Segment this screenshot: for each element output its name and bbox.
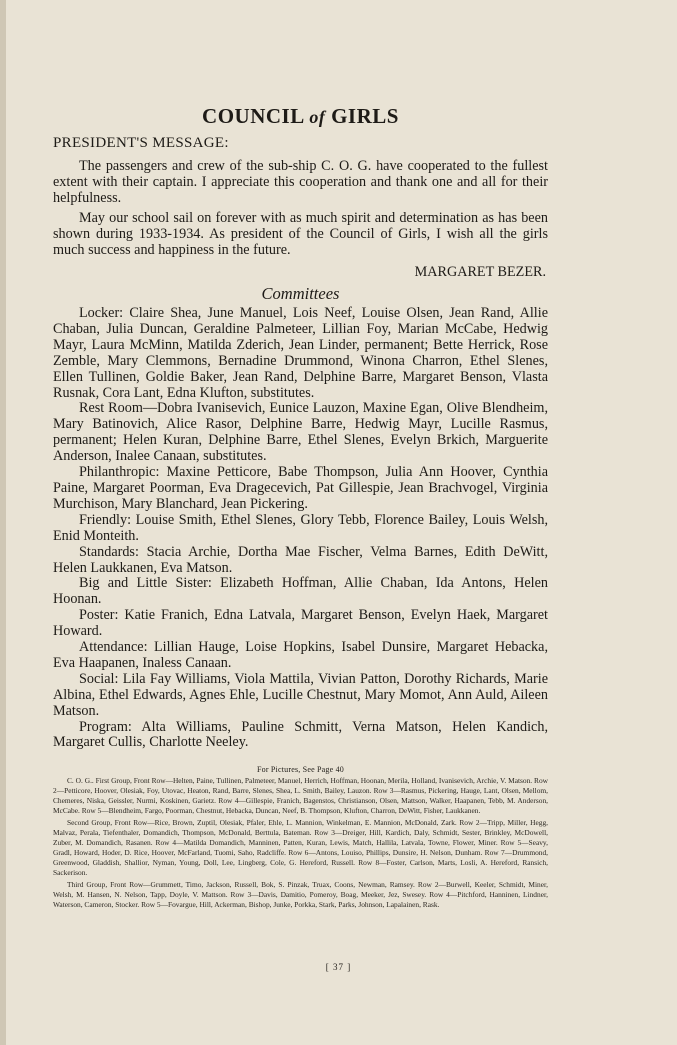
committee-locker: Locker: Claire Shea, June Manuel, Lois Neef, Louise Olsen, Jean Rand, Allie Chaban, Julia Duncan, Geraldine Palmeteer, Lillian Foy, Marian McCabe, Hedwig Mayr, Laura McMinn, Matilda Zderich, Jean Linder, permanent; Bette Herrick, Rose Zemble, Mary Clemmons, Bernadine Drummond, Winona Charron, Ethel Slenes, Ellen Tullinen, Goldie Baker, Jean Rand, Delphine Barre, Margaret Benson, Vlasta Rusnak, Cora Lant, Edna Klufton, substitutes. (53, 305, 548, 401)
committees-heading: Committees (261, 284, 340, 303)
caption-third-group: Third Group, Front Row—Grummett, Timo, Jackson, Russell, Bok, S. Pinzak, Truax, Coons, Newman, Ramsey. Row 2—Burwell, Keeler, Schmidt, Miner, Welsh, M. Hansen, N. Nelson, Tapp, Doyle, V. Mattson. Row 3—Davis, Damitio, Pomeroy, Boag, Meeker, Jez, Swesey. Row 4—Pitchford, Hanninen, Lindner, Waterson, Cameron, Stocker. Row 5—Fovargue, Hill, Ackerman, Bishop, Junke, Porkka, Stark, Parks, Johnson, Lapalainen, Rask. (53, 880, 548, 910)
committee-attendance: Attendance: Lillian Hauge, Loise Hopkins, Isabel Dunsire, Margaret Hebacka, Eva Haapanen, Inaless Canaan. (53, 639, 548, 671)
message-paragraph-1: The passengers and crew of the sub-ship C. O. G. have cooperated to the fullest extent with their captain. I appreciate this cooperation and thank one and all for their helpfulness. (53, 158, 548, 206)
message-paragraph-2: May our school sail on forever with as much spirit and determination as has been shown during 1933-1934. As president of the Council of Girls, I wish all the girls much success and happiness in the future. (53, 210, 548, 258)
committee-program: Program: Alta Williams, Pauline Schmitt, Verna Matson, Helen Kandich, Margaret Cullis, Charlotte Neeley. (53, 718, 548, 751)
presidents-message-heading: PRESIDENT'S MESSAGE: (53, 135, 229, 151)
committee-standards: Standards: Stacia Archie, Dortha Mae Fischer, Velma Barnes, Edith DeWitt, Helen Laukkanen, Eva Matson. (53, 543, 548, 576)
committee-friendly: Friendly: Louise Smith, Ethel Slenes, Glory Tebb, Florence Bailey, Louis Welsh, Enid Monteith. (53, 511, 548, 544)
pictures-reference: For Pictures, See Page 40 (257, 765, 344, 775)
committee-rest-room: Rest Room—Dobra Ivanisevich, Eunice Lauzon, Maxine Egan, Olive Blendheim, Mary Batinovich, Alice Rasor, Delphine Barre, Hedwig Mayr, Lucille Rasmus, permanent; Helen Kuran, Delphine Barre, Ethel Slenes, Evelyn Brkich, Marguerite Anderson, Inalee Canaan, substitutes. (53, 400, 548, 465)
page-number: [ 37 ] (325, 962, 352, 972)
title-part-2: GIRLS (325, 104, 399, 128)
committee-social: Social: Lila Fay Williams, Viola Mattila, Vivian Patton, Dorothy Richards, Marie Albina, Ethel Edwards, Agnes Ehle, Lucille Chestnut, Mary Momot, Ann Auld, Aileen Matson. (53, 670, 548, 719)
president-signature: MARGARET BEZER. (414, 264, 546, 280)
caption-second-group: Second Group, Front Row—Rice, Brown, Zuptil, Olesiak, Pfaler, Ehle, L. Mannion, Winkelman, E. Mannion, McDonald, Zark. Row 2—Tripp, Miller, Hegg, Malvaz, Perala, Tiefenthaler, Domandich, Thompson, McDonald, Berttula, Bateman. Row 3—Dreiger, Hill, Kardich, Daly, Schmidt, Sester, Brinkley, McDowell, Zuber, M. Domandich, Rasanen. Row 4—Matilda Domandich, Manninen, Patten, Kuran, Lewis, Match, Hallila, Latvala, Towne, Flower, Miner. Row 5—Seavy, Gradl, Howard, Hoder, D. Rice, Hoover, McFarland, Tuomi, Saho, Radcliffe. Row 6—Antons, Louiso, Phillips, Dunsire, H. Nelson, Dunham. Row 7—Drummond, Greenwood, Gladdish, Shallior, Nyman, Young, Doll, Lee, Lingberg, Cole, G. Hereford, Russell. Row 8—Foster, Carlson, Marts, Losli, A. Hereford, Ransich, Sackerison. (53, 818, 548, 878)
committee-philanthropic: Philanthropic: Maxine Petticore, Babe Thompson, Julia Ann Hoover, Cynthia Paine, Margaret Poorman, Eva Dragecevich, Pat Gillespie, Jean Brachvogel, Virginia Murchison, Mary Blanchard, Jean Pickering. (53, 464, 548, 512)
page-binding-edge (0, 0, 6, 1045)
committee-poster: Poster: Katie Franich, Edna Latvala, Margaret Benson, Evelyn Haek, Margaret Howard. (53, 607, 548, 640)
committee-big-little-sister: Big and Little Sister: Elizabeth Hoffman, Allie Chaban, Ida Antons, Helen Hoonan. (53, 575, 548, 608)
title-of: of (309, 107, 326, 127)
page-title (53, 104, 548, 129)
caption-first-group: C. O. G.. First Group, Front Row—Helten, Paine, Tullinen, Palmeteer, Manuel, Herrich, Hoffman, Hoonan, Merila, Holland, Ivanisevich, Archie, V. Matson. Row 2—Petticore, Hoover, Olesiak, Foy, Utovac, Heaton, Rand, Barre, Slenes, Shea, L. Smith, Bailey, Lauzon. Row 3—Rasmus, Pickering, Hauge, Lant, Olsen, Mellom, Chemeres, Niska, Geissler, Nurmi, Koskinen, Garietz. Row 4—Gillespie, Franich, Bagenstos, Christianson, Olsen, Mattson, Walker, Haapanen, Tebb, M. Anderson, McCabe. Row 5—Blendheim, Fargo, Poorman, Chestnut, Hebacka, Duncan, Neef, B. Thompson, Klufton, Charron, DeWitt, Fisher, Laukkanen. (53, 776, 548, 816)
page-content (53, 104, 548, 910)
title-part-1: COUNCIL (202, 104, 310, 128)
